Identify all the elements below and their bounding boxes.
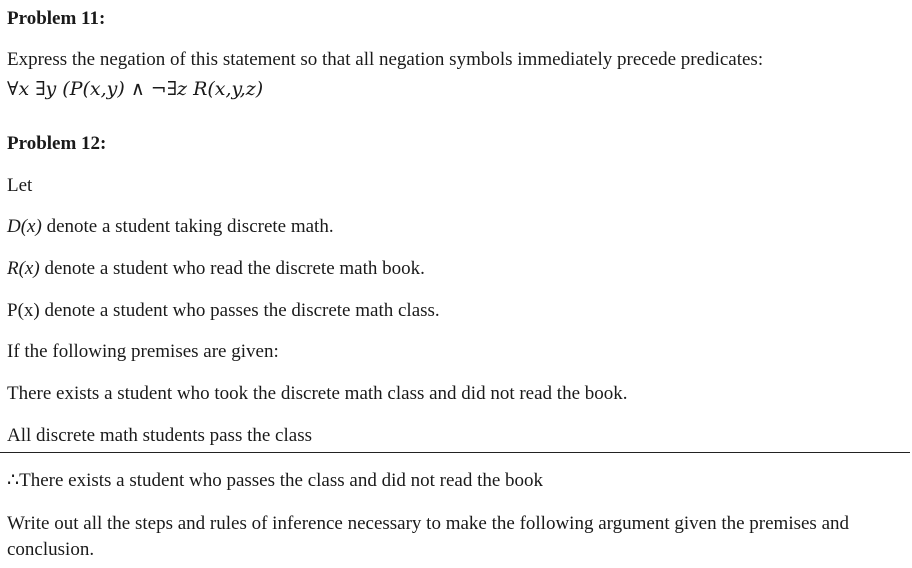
- predicate-d: D(x): [7, 216, 42, 237]
- problem-11-prompt: Express the negation of this statement so that all negation symbols immediately precede predicates:: [7, 49, 764, 70]
- predicate-r: R(x): [7, 258, 40, 279]
- definition-r: [7, 257, 425, 281]
- definition-d: [7, 215, 334, 239]
- argument-divider: [0, 452, 910, 453]
- problem-12-heading: Problem 12:: [7, 133, 107, 154]
- instruction: Write out all the steps and rules of inference necessary to make the following argument given the premises and conclusion.: [7, 513, 850, 560]
- premises-intro: If the following premises are given:: [7, 341, 279, 362]
- conclusion: ∴There exists a student who passes the class and did not read the book: [7, 470, 544, 491]
- definition-r-text: denote a student who read the discrete math book.: [39, 258, 425, 279]
- problem-11-heading: Problem 11:: [7, 8, 106, 29]
- premise-1: There exists a student who took the discrete math class and did not read the book.: [7, 383, 628, 404]
- problem-11-formula: ∀x ∃y (P(x,y) ∧ ¬∃z R(x,y,z): [7, 78, 264, 100]
- premise-2: All discrete math students pass the class: [7, 425, 312, 446]
- let-label: Let: [7, 175, 33, 196]
- definition-d-text: denote a student taking discrete math.: [41, 216, 334, 237]
- definition-p: P(x) denote a student who passes the discrete math class.: [7, 300, 440, 321]
